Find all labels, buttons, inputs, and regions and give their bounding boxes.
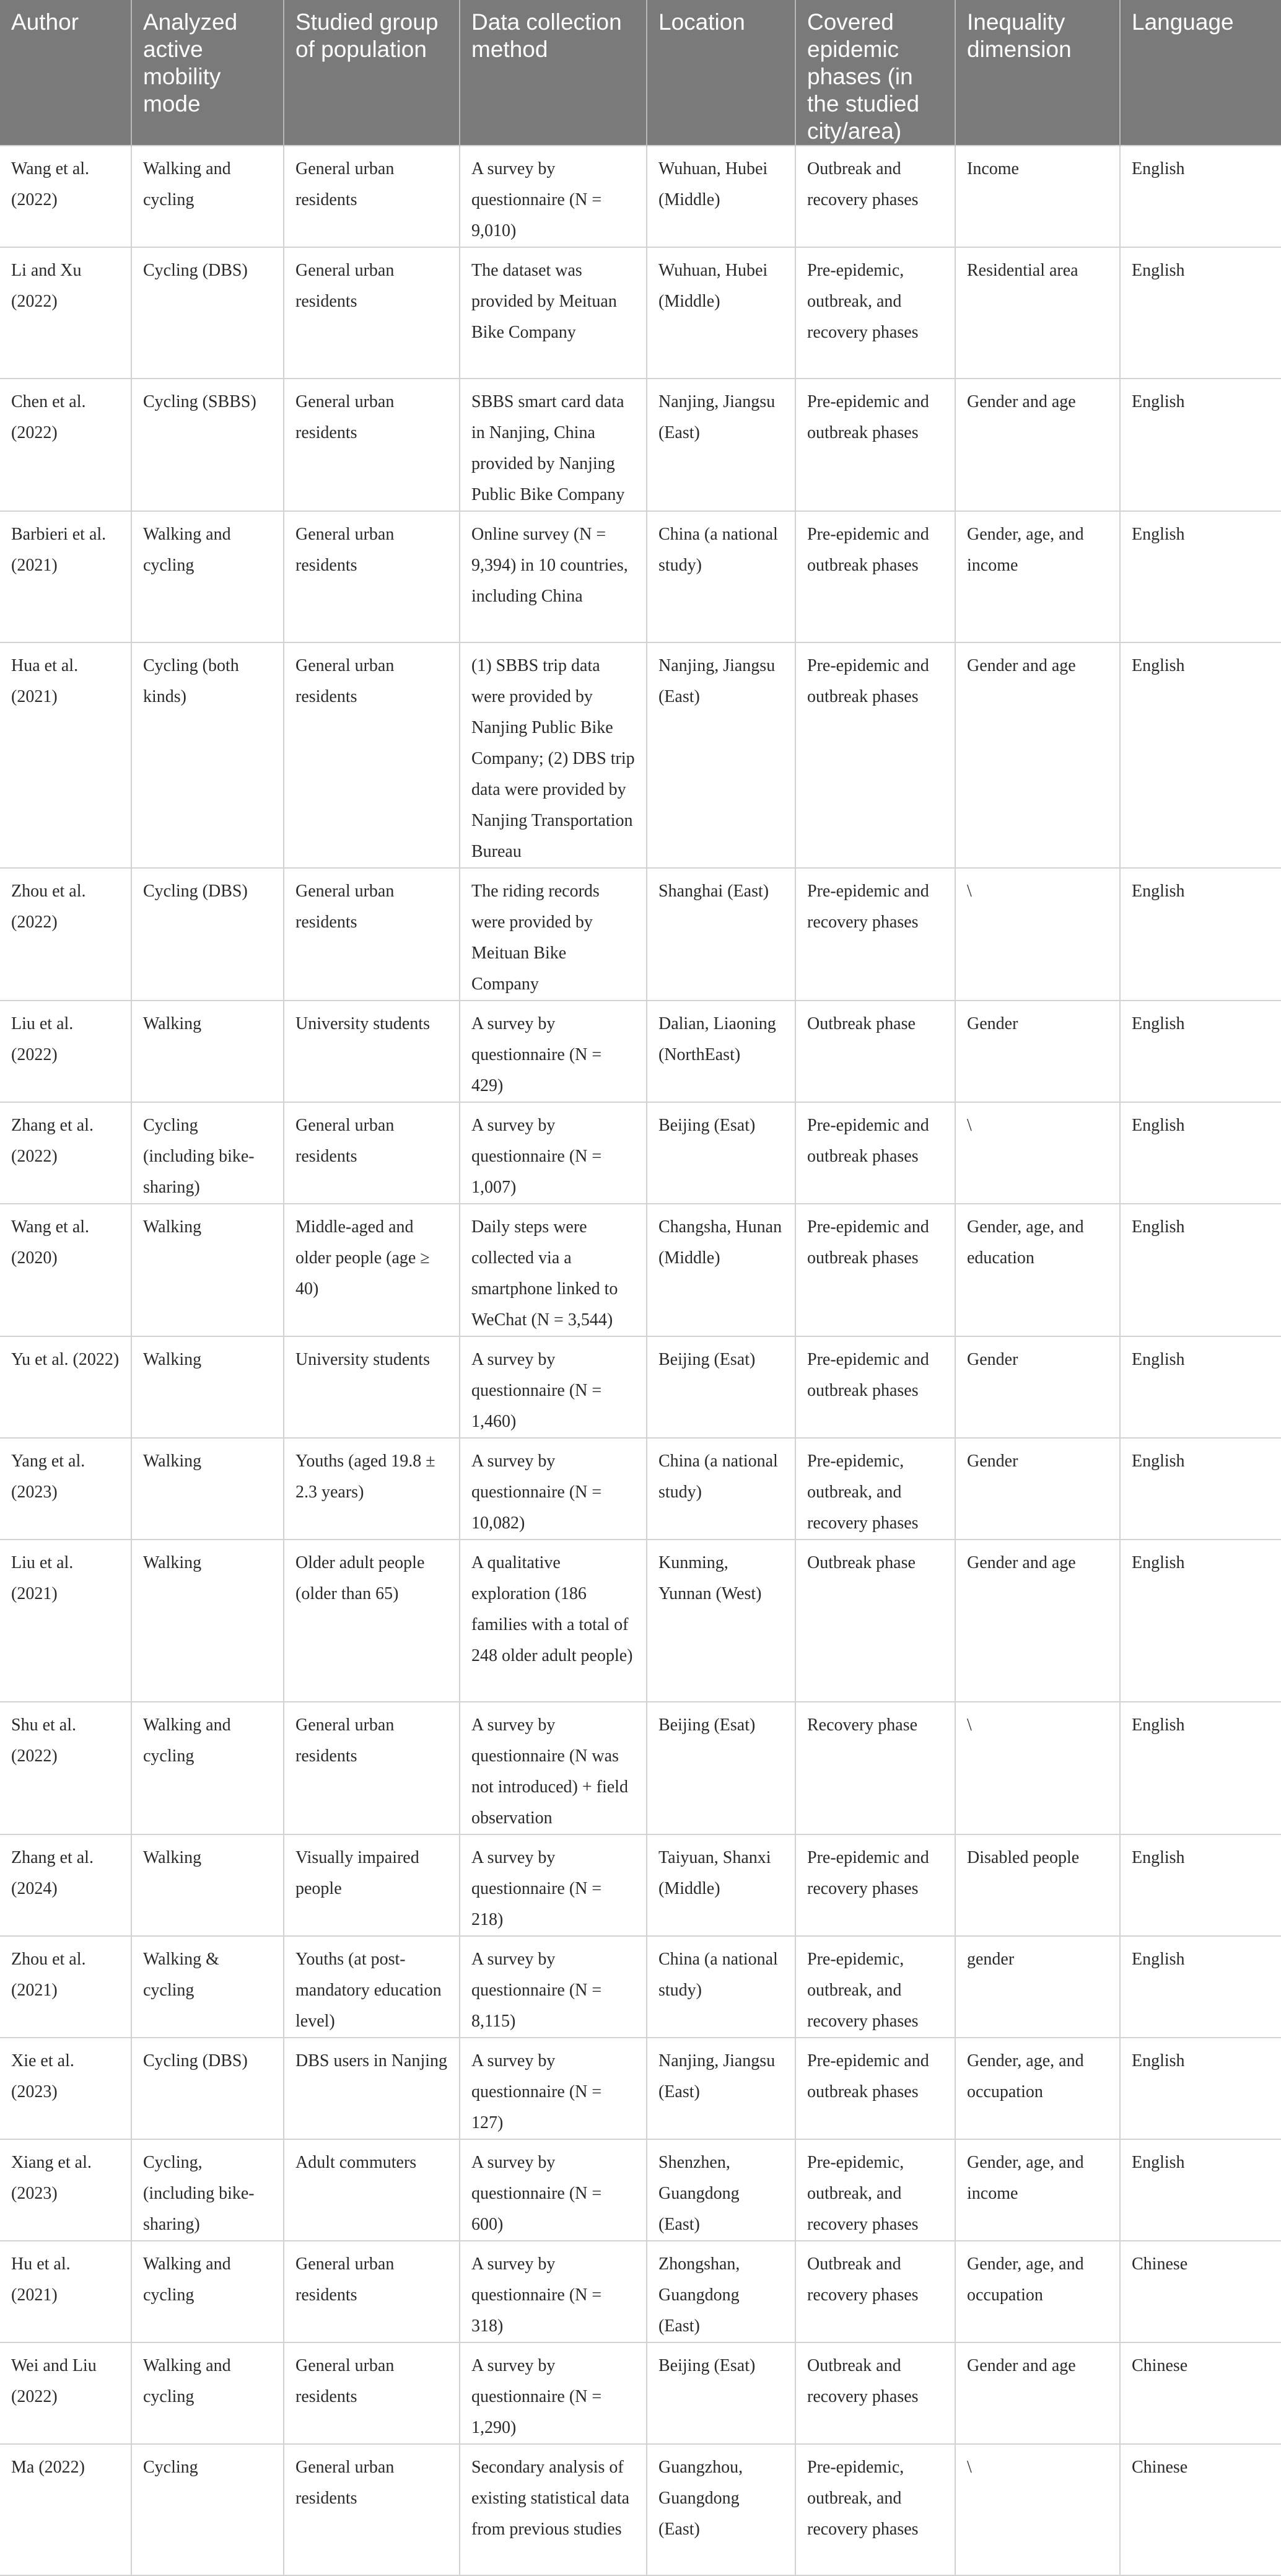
cell-population-group: Youths (aged 19.8 ± 2.3 years) [284, 1438, 460, 1540]
cell-inequality-dimension: Gender [955, 1336, 1120, 1438]
cell-population-group: General urban residents [284, 2342, 460, 2444]
column-header-mobility-mode: Analyzed active mobility mode [131, 0, 284, 146]
cell-population-group: General urban residents [284, 247, 460, 379]
cell-mobility-mode: Cycling (both kinds) [131, 642, 284, 868]
cell-inequality-dimension: \ [955, 868, 1120, 1001]
cell-inequality-dimension: Disabled people [955, 1834, 1120, 1936]
cell-language: English [1120, 1540, 1281, 1702]
cell-location: Beijing (Esat) [647, 1102, 795, 1204]
cell-mobility-mode: Cycling (DBS) [131, 2038, 284, 2139]
cell-mobility-mode: Walking and cycling [131, 2342, 284, 2444]
cell-mobility-mode: Cycling (DBS) [131, 868, 284, 1001]
cell-location: Beijing (Esat) [647, 1702, 795, 1834]
cell-epidemic-phases: Pre-epidemic and outbreak phases [795, 1102, 955, 1204]
cell-mobility-mode: Walking [131, 1540, 284, 1702]
cell-data-collection: A survey by questionnaire (N = 127) [460, 2038, 647, 2139]
cell-author: Chen et al. (2022) [0, 379, 131, 511]
table-header [0, 0, 1281, 146]
cell-data-collection: Online survey (N = 9,394) in 10 countries, including China [460, 511, 647, 642]
cell-mobility-mode: Walking [131, 1001, 284, 1102]
cell-data-collection: The riding records were provided by Meituan Bike Company [460, 868, 647, 1001]
cell-inequality-dimension: Gender, age, and income [955, 2139, 1120, 2241]
cell-mobility-mode: Walking and cycling [131, 1702, 284, 1834]
cell-author: Liu et al. (2021) [0, 1540, 131, 1702]
cell-mobility-mode: Walking and cycling [131, 511, 284, 642]
cell-author: Xie et al. (2023) [0, 2038, 131, 2139]
cell-inequality-dimension: Residential area [955, 247, 1120, 379]
cell-epidemic-phases: Pre-epidemic and recovery phases [795, 1834, 955, 1936]
cell-location: China (a national study) [647, 511, 795, 642]
cell-population-group: Adult commuters [284, 2139, 460, 2241]
header-row [0, 0, 1281, 146]
cell-language: English [1120, 1001, 1281, 1102]
cell-language: English [1120, 379, 1281, 511]
cell-language: English [1120, 1438, 1281, 1540]
table-row [0, 868, 1281, 1001]
cell-mobility-mode: Walking [131, 1336, 284, 1438]
cell-data-collection: SBBS smart card data in Nanjing, China provided by Nanjing Public Bike Company [460, 379, 647, 511]
cell-location: Dalian, Liaoning (NorthEast) [647, 1001, 795, 1102]
cell-population-group: General urban residents [284, 146, 460, 247]
cell-author: Wang et al. (2022) [0, 146, 131, 247]
table-row [0, 2038, 1281, 2139]
table-row [0, 1540, 1281, 1702]
cell-location: Nanjing, Jiangsu (East) [647, 379, 795, 511]
cell-author: Wang et al. (2020) [0, 1204, 131, 1336]
cell-epidemic-phases: Outbreak and recovery phases [795, 2241, 955, 2342]
cell-author: Wei and Liu (2022) [0, 2342, 131, 2444]
cell-author: Barbieri et al. (2021) [0, 511, 131, 642]
cell-inequality-dimension: gender [955, 1936, 1120, 2038]
cell-author: Yang et al. (2023) [0, 1438, 131, 1540]
cell-population-group: Middle-aged and older people (age ≥ 40) [284, 1204, 460, 1336]
cell-language: English [1120, 1336, 1281, 1438]
cell-data-collection: A survey by questionnaire (N = 429) [460, 1001, 647, 1102]
cell-data-collection: Daily steps were collected via a smartphone linked to WeChat (N = 3,544) [460, 1204, 647, 1336]
cell-population-group: General urban residents [284, 511, 460, 642]
cell-inequality-dimension: Gender and age [955, 1540, 1120, 1702]
cell-language: English [1120, 2038, 1281, 2139]
cell-mobility-mode: Cycling (including bike-sharing) [131, 1102, 284, 1204]
cell-population-group: University students [284, 1001, 460, 1102]
cell-mobility-mode: Walking [131, 1834, 284, 1936]
table-row [0, 2139, 1281, 2241]
table-row [0, 1936, 1281, 2038]
table-row [0, 642, 1281, 868]
cell-author: Hu et al. (2021) [0, 2241, 131, 2342]
table-row [0, 2241, 1281, 2342]
cell-language: English [1120, 1936, 1281, 2038]
cell-population-group: Older adult people (older than 65) [284, 1540, 460, 1702]
cell-language: English [1120, 146, 1281, 247]
column-header-inequality-dimension: Inequality dimension [955, 0, 1120, 146]
cell-inequality-dimension: \ [955, 1102, 1120, 1204]
cell-language: English [1120, 642, 1281, 868]
cell-population-group: Youths (at post-mandatory education level) [284, 1936, 460, 2038]
cell-location: Nanjing, Jiangsu (East) [647, 2038, 795, 2139]
cell-location: China (a national study) [647, 1438, 795, 1540]
cell-author: Li and Xu (2022) [0, 247, 131, 379]
column-header-population-group: Studied group of population [284, 0, 460, 146]
cell-location: Nanjing, Jiangsu (East) [647, 642, 795, 868]
cell-population-group: General urban residents [284, 868, 460, 1001]
table-row [0, 1438, 1281, 1540]
cell-data-collection: A survey by questionnaire (N was not introduced) + field observation [460, 1702, 647, 1834]
cell-data-collection: A survey by questionnaire (N = 1,460) [460, 1336, 647, 1438]
cell-author: Liu et al. (2022) [0, 1001, 131, 1102]
cell-epidemic-phases: Pre-epidemic, outbreak, and recovery phases [795, 247, 955, 379]
cell-data-collection: A survey by questionnaire (N = 1,007) [460, 1102, 647, 1204]
cell-epidemic-phases: Pre-epidemic and outbreak phases [795, 1204, 955, 1336]
cell-epidemic-phases: Pre-epidemic, outbreak, and recovery phases [795, 2444, 955, 2575]
cell-data-collection: The dataset was provided by Meituan Bike Company [460, 247, 647, 379]
cell-inequality-dimension: Gender, age, and occupation [955, 2241, 1120, 2342]
cell-epidemic-phases: Recovery phase [795, 1702, 955, 1834]
table-row [0, 1702, 1281, 1834]
cell-author: Hua et al. (2021) [0, 642, 131, 868]
column-header-epidemic-phases: Covered epidemic phases (in the studied city/area) [795, 0, 955, 146]
cell-language: Chinese [1120, 2241, 1281, 2342]
cell-location: Taiyuan, Shanxi (Middle) [647, 1834, 795, 1936]
cell-data-collection: A survey by questionnaire (N = 9,010) [460, 146, 647, 247]
cell-population-group: General urban residents [284, 1102, 460, 1204]
cell-location: Beijing (Esat) [647, 2342, 795, 2444]
cell-language: English [1120, 247, 1281, 379]
cell-inequality-dimension: Income [955, 146, 1120, 247]
cell-data-collection: A survey by questionnaire (N = 600) [460, 2139, 647, 2241]
cell-inequality-dimension: \ [955, 1702, 1120, 1834]
cell-epidemic-phases: Outbreak phase [795, 1001, 955, 1102]
table-row [0, 1001, 1281, 1102]
cell-epidemic-phases: Pre-epidemic and recovery phases [795, 868, 955, 1001]
cell-language: English [1120, 1702, 1281, 1834]
cell-mobility-mode: Cycling, (including bike-sharing) [131, 2139, 284, 2241]
cell-inequality-dimension: Gender [955, 1001, 1120, 1102]
cell-language: English [1120, 511, 1281, 642]
cell-language: English [1120, 1834, 1281, 1936]
cell-mobility-mode: Cycling (SBBS) [131, 379, 284, 511]
cell-language: English [1120, 2139, 1281, 2241]
cell-epidemic-phases: Pre-epidemic, outbreak, and recovery phases [795, 2139, 955, 2241]
cell-location: Zhongshan, Guangdong (East) [647, 2241, 795, 2342]
table-row [0, 1336, 1281, 1438]
cell-data-collection: A qualitative exploration (186 families with a total of 248 older adult people) [460, 1540, 647, 1702]
table-row [0, 146, 1281, 247]
cell-data-collection: A survey by questionnaire (N = 318) [460, 2241, 647, 2342]
cell-mobility-mode: Cycling (DBS) [131, 247, 284, 379]
table-body [0, 146, 1281, 2575]
cell-inequality-dimension: Gender and age [955, 379, 1120, 511]
table-row [0, 1834, 1281, 1936]
cell-inequality-dimension: \ [955, 2444, 1120, 2575]
cell-data-collection: A survey by questionnaire (N = 1,290) [460, 2342, 647, 2444]
cell-author: Zhou et al. (2021) [0, 1936, 131, 2038]
cell-epidemic-phases: Pre-epidemic and outbreak phases [795, 2038, 955, 2139]
cell-epidemic-phases: Pre-epidemic and outbreak phases [795, 511, 955, 642]
cell-language: English [1120, 1102, 1281, 1204]
cell-inequality-dimension: Gender and age [955, 2342, 1120, 2444]
cell-epidemic-phases: Pre-epidemic and outbreak phases [795, 642, 955, 868]
cell-epidemic-phases: Outbreak and recovery phases [795, 2342, 955, 2444]
table-row [0, 1102, 1281, 1204]
cell-author: Ma (2022) [0, 2444, 131, 2575]
table-row [0, 2444, 1281, 2575]
cell-location: Kunming, Yunnan (West) [647, 1540, 795, 1702]
cell-population-group: General urban residents [284, 379, 460, 511]
cell-population-group: General urban residents [284, 1702, 460, 1834]
table-row [0, 247, 1281, 379]
cell-data-collection: A survey by questionnaire (N = 8,115) [460, 1936, 647, 2038]
cell-data-collection: (1) SBBS trip data were provided by Nanjing Public Bike Company; (2) DBS trip data were provided by Nanjing Transportation Bureau [460, 642, 647, 868]
cell-location: Wuhuan, Hubei (Middle) [647, 146, 795, 247]
cell-epidemic-phases: Outbreak and recovery phases [795, 146, 955, 247]
cell-population-group: University students [284, 1336, 460, 1438]
cell-language: Chinese [1120, 2342, 1281, 2444]
cell-location: Guangzhou, Guangdong (East) [647, 2444, 795, 2575]
cell-data-collection: A survey by questionnaire (N = 10,082) [460, 1438, 647, 1540]
table-row [0, 511, 1281, 642]
cell-language: English [1120, 868, 1281, 1001]
cell-location: Changsha, Hunan (Middle) [647, 1204, 795, 1336]
cell-population-group: General urban residents [284, 2241, 460, 2342]
cell-author: Shu et al. (2022) [0, 1702, 131, 1834]
cell-epidemic-phases: Pre-epidemic and outbreak phases [795, 1336, 955, 1438]
cell-population-group: Visually impaired people [284, 1834, 460, 1936]
cell-language: Chinese [1120, 2444, 1281, 2575]
cell-mobility-mode: Walking and cycling [131, 146, 284, 247]
cell-data-collection: Secondary analysis of existing statistical data from previous studies [460, 2444, 647, 2575]
cell-mobility-mode: Walking & cycling [131, 1936, 284, 2038]
cell-location: Beijing (Esat) [647, 1336, 795, 1438]
cell-data-collection: A survey by questionnaire (N = 218) [460, 1834, 647, 1936]
cell-epidemic-phases: Outbreak phase [795, 1540, 955, 1702]
cell-location: Shenzhen, Guangdong (East) [647, 2139, 795, 2241]
cell-author: Yu et al. (2022) [0, 1336, 131, 1438]
cell-inequality-dimension: Gender, age, and occupation [955, 2038, 1120, 2139]
cell-mobility-mode: Walking and cycling [131, 2241, 284, 2342]
cell-author: Zhang et al. (2022) [0, 1102, 131, 1204]
table-row [0, 2342, 1281, 2444]
table-row [0, 379, 1281, 511]
cell-mobility-mode: Walking [131, 1204, 284, 1336]
column-header-location: Location [647, 0, 795, 146]
cell-location: China (a national study) [647, 1936, 795, 2038]
cell-author: Xiang et al. (2023) [0, 2139, 131, 2241]
cell-location: Wuhuan, Hubei (Middle) [647, 247, 795, 379]
cell-mobility-mode: Walking [131, 1438, 284, 1540]
cell-inequality-dimension: Gender, age, and education [955, 1204, 1120, 1336]
cell-population-group: General urban residents [284, 642, 460, 868]
cell-author: Zhang et al. (2024) [0, 1834, 131, 1936]
column-header-data-collection: Data collection method [460, 0, 647, 146]
cell-mobility-mode: Cycling [131, 2444, 284, 2575]
cell-inequality-dimension: Gender, age, and income [955, 511, 1120, 642]
cell-population-group: DBS users in Nanjing [284, 2038, 460, 2139]
cell-population-group: General urban residents [284, 2444, 460, 2575]
cell-author: Zhou et al. (2022) [0, 868, 131, 1001]
cell-epidemic-phases: Pre-epidemic, outbreak, and recovery phases [795, 1936, 955, 2038]
cell-epidemic-phases: Pre-epidemic, outbreak, and recovery phases [795, 1438, 955, 1540]
column-header-author: Author [0, 0, 131, 146]
table-row [0, 1204, 1281, 1336]
column-header-language: Language [1120, 0, 1281, 146]
cell-inequality-dimension: Gender and age [955, 642, 1120, 868]
cell-inequality-dimension: Gender [955, 1438, 1120, 1540]
cell-epidemic-phases: Pre-epidemic and outbreak phases [795, 379, 955, 511]
cell-location: Shanghai (East) [647, 868, 795, 1001]
cell-language: English [1120, 1204, 1281, 1336]
